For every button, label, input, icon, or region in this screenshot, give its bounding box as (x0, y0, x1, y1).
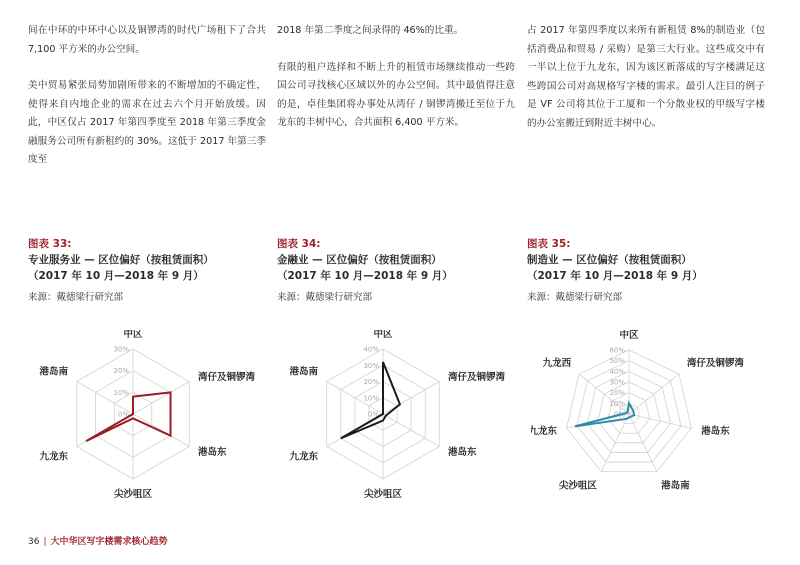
figure-33-header (28, 236, 268, 305)
figure-source: 来源：戴德梁行研究部 (277, 292, 373, 303)
paragraph: 美中贸易紧张局势加剧所带来的不断增加的不确定性，使得来自内地企业的需求在过去六个月开始放缓。因此，中区仅占 2017 年第四季度至 2018 年第三季度金融服务公司所有新租约的 30%。这低于 2017 年第三季度至 (28, 80, 266, 165)
figure-title: 专业服务业 — 区位偏好（按租赁面积） (28, 254, 214, 266)
figure-period: （2017 年 10 月—2018 年 9 月） (277, 270, 453, 282)
tick-label: 20% (113, 367, 129, 376)
category-label: 尖沙咀区 (363, 489, 403, 500)
tick-label: 0% (117, 410, 129, 419)
figure-source: 来源：戴德梁行研究部 (28, 292, 124, 303)
figure-number: 图表 33: (28, 238, 72, 250)
grid-spoke (77, 382, 133, 415)
figure-period: （2017 年 10 月—2018 年 9 月） (28, 270, 204, 282)
figure-period: （2017 年 10 月—2018 年 9 月） (527, 270, 703, 282)
category-label: 九龙东 (39, 451, 69, 463)
grid-spoke (629, 374, 679, 414)
grid-spoke (133, 382, 189, 415)
category-label: 中区 (373, 330, 393, 340)
figure-number: 图表 35: (527, 238, 571, 250)
figure-source: 来源：戴德梁行研究部 (527, 292, 623, 303)
tick-label: 30% (363, 361, 379, 370)
radar-chart-33 (32, 330, 268, 512)
tick-label: 30% (113, 345, 129, 354)
category-label: 港岛南 (661, 480, 690, 492)
category-label: 尖沙咀区 (558, 480, 597, 492)
category-label: 中区 (123, 330, 143, 340)
radar-chart-svg (32, 330, 268, 508)
radar-chart-35 (531, 330, 767, 512)
page-footer (28, 534, 168, 547)
tick-label: 40% (609, 367, 625, 376)
figure-number: 图表 34: (277, 238, 321, 250)
page-number: 36 (28, 537, 40, 547)
category-label: 港岛东 (447, 447, 477, 458)
paragraph: 占 2017 年第四季度以来所有新租赁 8%的制造业（包括消费品和贸易 / 采购）是第三大行业。这些成交中有一半以上位于九龙东，因为该区新落成的写字楼满足这些跨国公司对高规格写字楼的需求。最引人注目的例子是 VF 公司将其位于工厦和一个分散业权的甲级写字楼的办公室搬迁到附近丰树中心。 (527, 25, 765, 129)
figure-34-header (277, 236, 517, 305)
category-label: 港岛东 (701, 425, 730, 437)
paragraph: 2018 年第二季度之间录得的 46%的比重。 (277, 25, 464, 36)
text-column-2 (277, 22, 515, 151)
category-label: 港岛南 (289, 366, 319, 378)
category-label: 九龙东 (289, 451, 319, 463)
tick-label: 30% (609, 378, 625, 387)
radar-chart-svg (282, 330, 518, 508)
tick-label: 40% (363, 345, 379, 354)
category-label: 湾仔及铜锣湾 (447, 372, 505, 383)
figure-title: 金融业 — 区位偏好（按租赁面积） (277, 254, 442, 266)
category-label: 湾仔及铜锣湾 (197, 372, 255, 383)
category-label: 港岛东 (197, 447, 227, 458)
footer-separator: | (43, 537, 47, 547)
tick-label: 20% (609, 389, 625, 398)
category-label: 港岛南 (39, 366, 69, 378)
tick-label: 10% (609, 399, 625, 408)
category-label: 中区 (619, 330, 639, 341)
grid-spoke (629, 414, 691, 428)
category-label: 九龙东 (531, 425, 557, 437)
tick-label: 0% (613, 410, 625, 419)
text-column-3 (527, 22, 765, 151)
tick-label: 60% (609, 346, 625, 355)
paragraph: 有限的租户选择和不断上升的租赁市场继续推动一些跨国公司寻找核心区域以外的办公空间。其中最值得注意的是，卓佳集团将办事处从湾仔 / 铜锣湾搬迁至位于九龙东的丰树中心，合共面积 6,400 平方米。 (277, 61, 515, 128)
figure-title: 制造业 — 区位偏好（按租赁面积） (527, 254, 692, 266)
category-label: 尖沙咀区 (113, 489, 153, 500)
category-label: 九龙西 (542, 357, 572, 369)
tick-label: 10% (113, 388, 129, 397)
tick-label: 0% (367, 410, 379, 419)
radar-chart-svg (531, 330, 767, 508)
radar-chart-34 (282, 330, 518, 512)
report-title: 大中华区写字楼需求核心趋势 (50, 537, 168, 547)
text-column-1 (28, 22, 266, 188)
category-label: 湾仔及铜锣湾 (686, 357, 744, 369)
paragraph: 间在中环的中环中心以及铜锣湾的时代广场租下了合共7,100 平方米的办公空间。 (28, 25, 266, 55)
tick-label: 50% (609, 357, 625, 366)
tick-label: 10% (363, 394, 379, 403)
figure-35-header (527, 236, 767, 305)
tick-label: 20% (363, 378, 379, 386)
